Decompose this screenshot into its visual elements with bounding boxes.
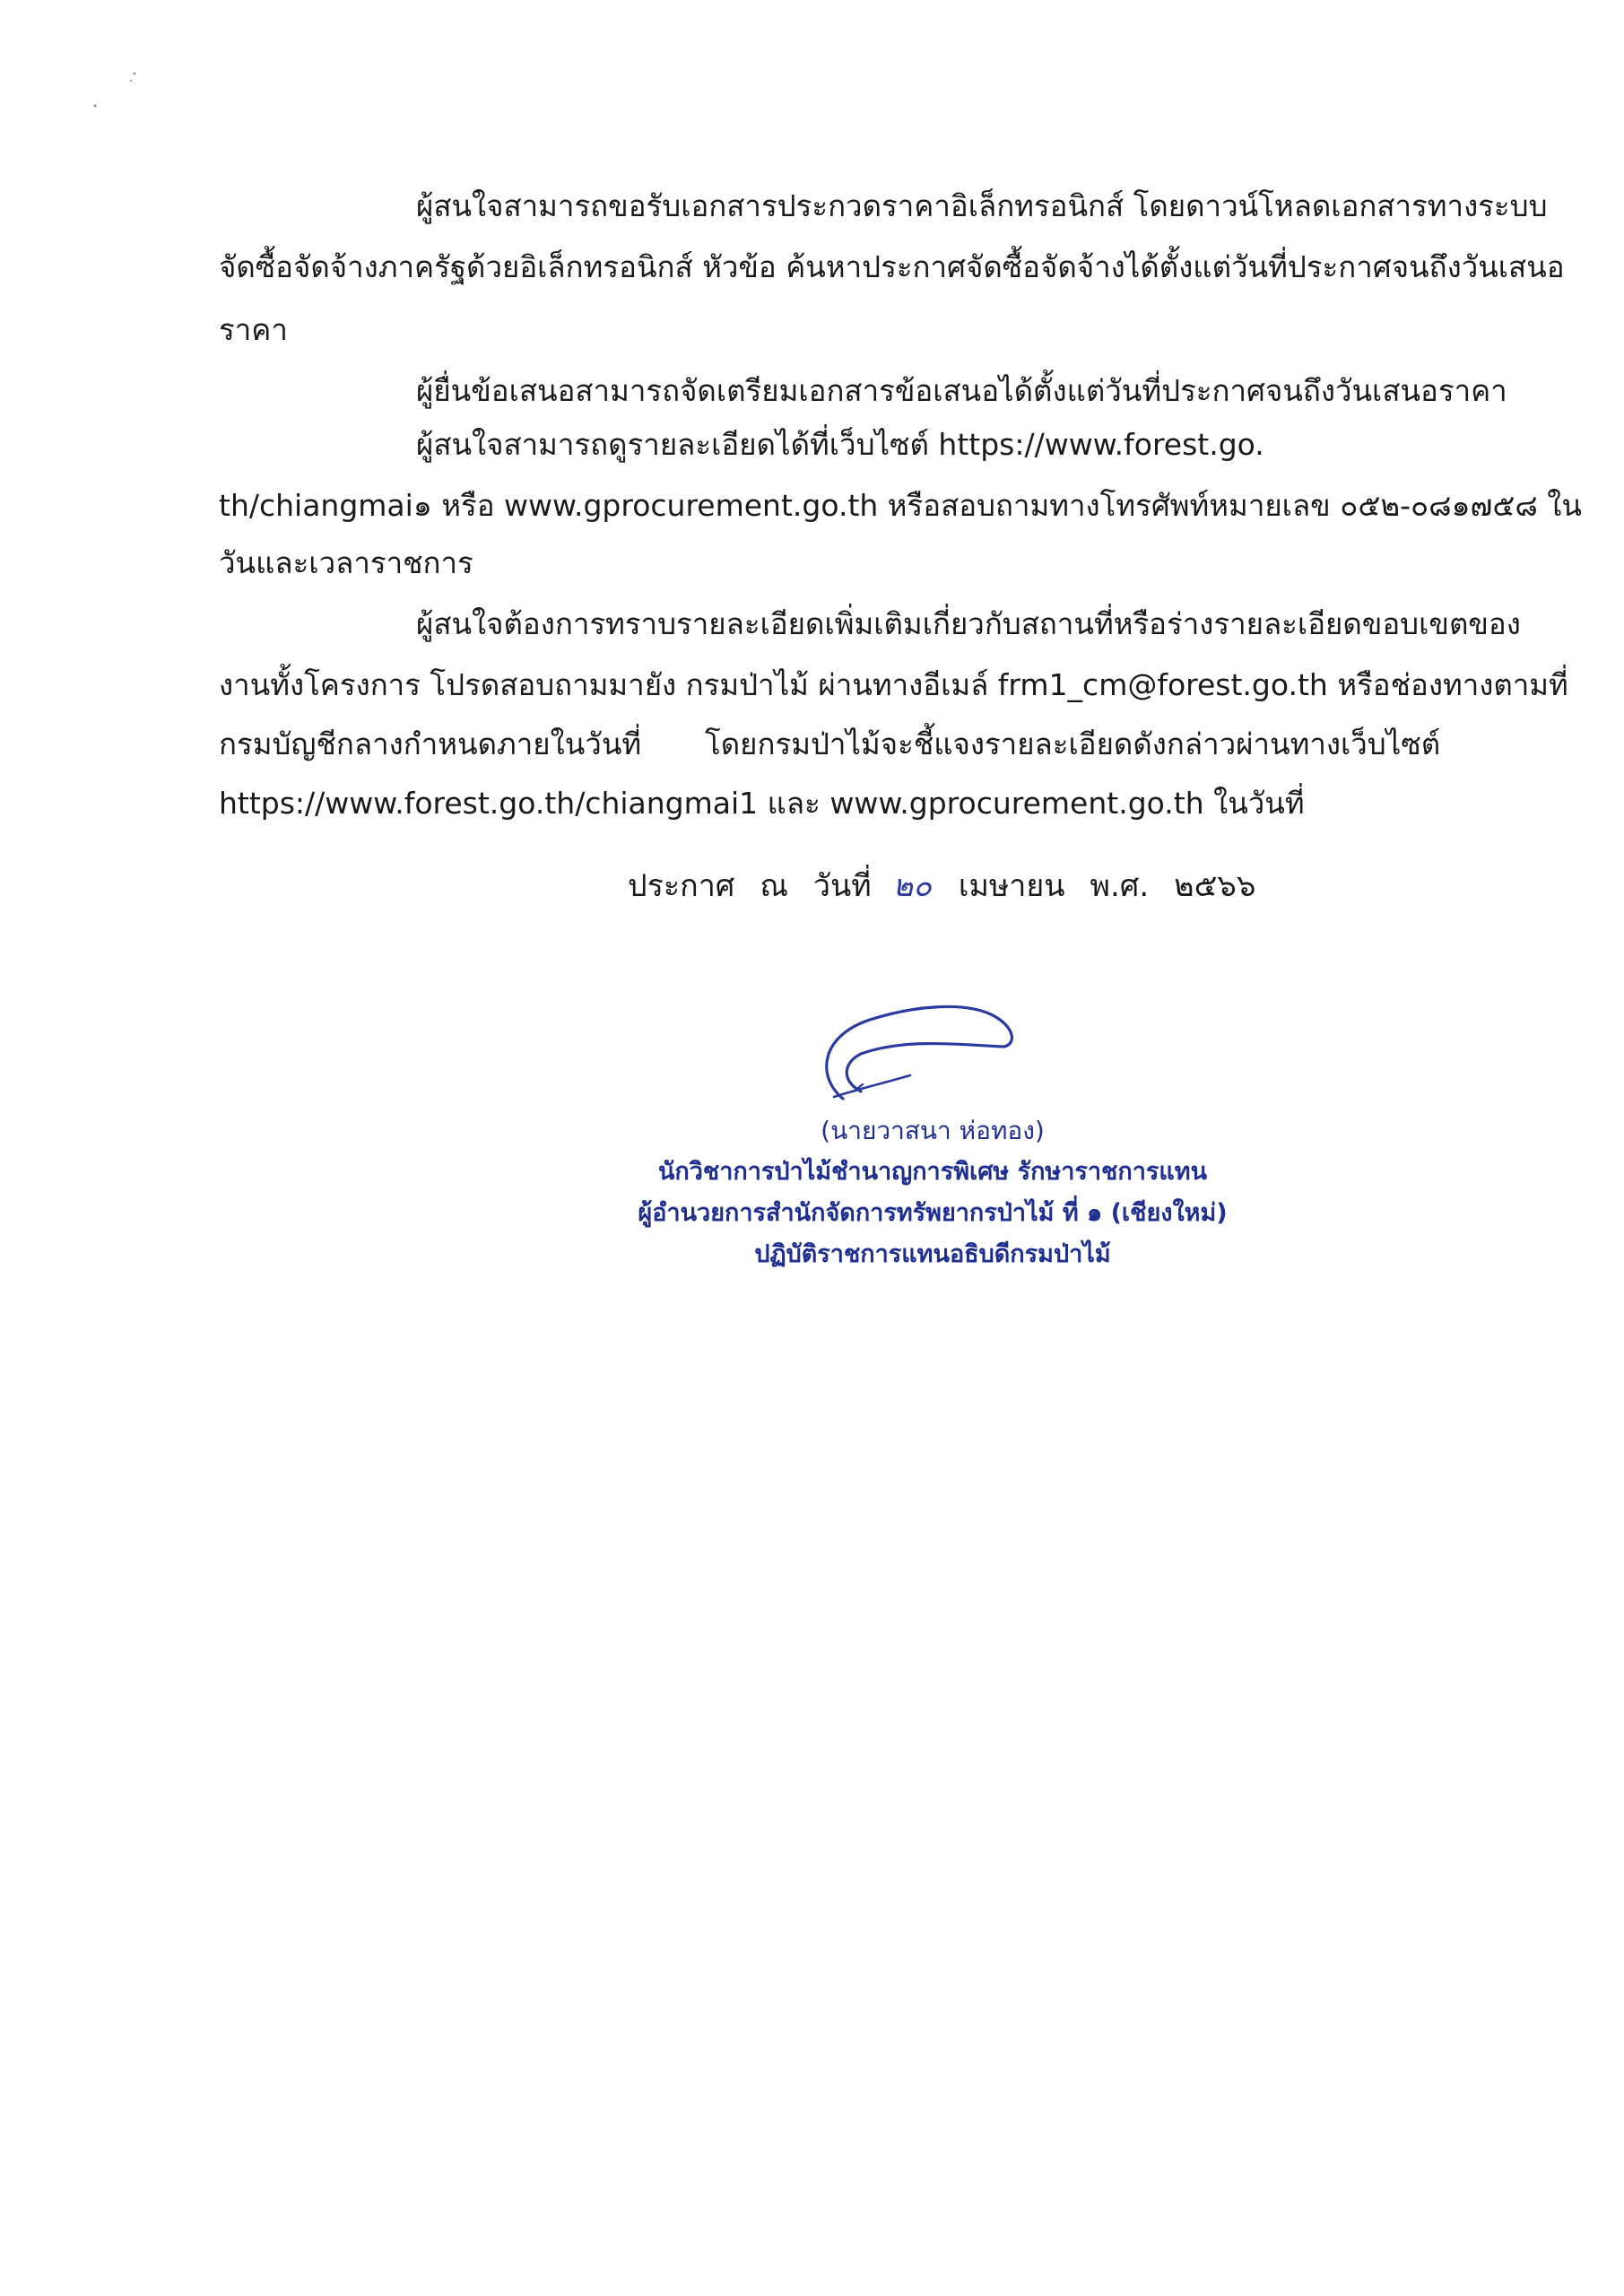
signatory-block [628, 1110, 1238, 1275]
paragraph-4-line-1: ผู้สนใจต้องการทราบรายละเอียดเพิ่มเติมเกี่ยวกับสถานที่หรือร่างรายละเอียดขอบเขตของ [416, 606, 1521, 641]
paragraph-2-line-1: ผู้ยื่นข้อเสนอสามารถจัดเตรียมเอกสารข้อเสนอได้ตั้งแต่วันที่ประกาศจนถึงวันเสนอราคา [416, 373, 1507, 408]
signatory-position-3: ปฏิบัติราชการแทนอธิบดีกรมป่าไม้ [754, 1240, 1111, 1268]
handwritten-signature [807, 991, 1040, 1126]
signatory-name: (นายวาสนา ห่อทอง) [821, 1116, 1045, 1145]
paragraph-3-line-3: วันและเวลาราชการ [219, 545, 473, 580]
signatory-position-2: ผู้อำนวยการสำนักจัดการทรัพยากรป่าไม้ ที่ ๑ (เชียงใหม่) [638, 1199, 1228, 1227]
paragraph-4-line-4: https://www.forest.go.th/chiangmai1 และ www.gprocurement.go.th ในวันที่ [219, 786, 1305, 821]
paragraph-1-line-3: ราคา [219, 312, 288, 347]
paragraph-4-line-3b: โดยกรมป่าไม้จะชี้แจงรายละเอียดดังกล่าวผ่านทางเว็บไซต์ [705, 726, 1441, 761]
announcement-at: ณ [760, 868, 788, 904]
announcement-day: ๒๐ [892, 868, 932, 904]
signatory-position-1: นักวิชาการป่าไม้ชำนาญการพิเศษ รักษาราชการแทน [657, 1158, 1208, 1186]
announcement-prefix: ประกาศ [628, 868, 735, 904]
paragraph-4-line-2: งานทั้งโครงการ โปรดสอบถามมายัง กรมป่าไม้ ผ่านทางอีเมล์ frm1_cm@forest.go.th หรือช่องทางตามที่ [219, 667, 1568, 702]
paragraph-3-line-1: ผู้สนใจสามารถดูรายละเอียดได้ที่เว็บไซต์ https://www.forest.go. [416, 427, 1264, 462]
announcement-era: พ.ศ. [1090, 868, 1150, 904]
paragraph-4-line-3a: กรมบัญชีกลางกำหนดภายในวันที่ [219, 726, 642, 761]
announcement-year: ๒๕๖๖ [1174, 868, 1256, 904]
paragraph-1-line-1: ผู้สนใจสามารถขอรับเอกสารประกวดราคาอิเล็กทรอนิกส์ โดยดาวน์โหลดเอกสารทางระบบ [416, 188, 1548, 223]
announcement-date [628, 861, 1255, 909]
paragraph-3-line-2: th/chiangmai๑ หรือ www.gprocurement.go.th หรือสอบถามทางโทรศัพท์หมายเลข ๐๕๒-๐๘๑๗๕๘ ใน [219, 488, 1582, 523]
paragraph-1-line-2: จัดซื้อจัดจ้างภาครัฐด้วยอิเล็กทรอนิกส์ หัวข้อ ค้นหาประกาศจัดซื้อจัดจ้างได้ตั้งแต่วันที่ประกาศจนถึงวันเสนอ [219, 249, 1565, 284]
announcement-day-label: วันที่ [812, 868, 872, 904]
scan-specks [72, 54, 161, 144]
announcement-month: เมษายน [958, 868, 1065, 904]
